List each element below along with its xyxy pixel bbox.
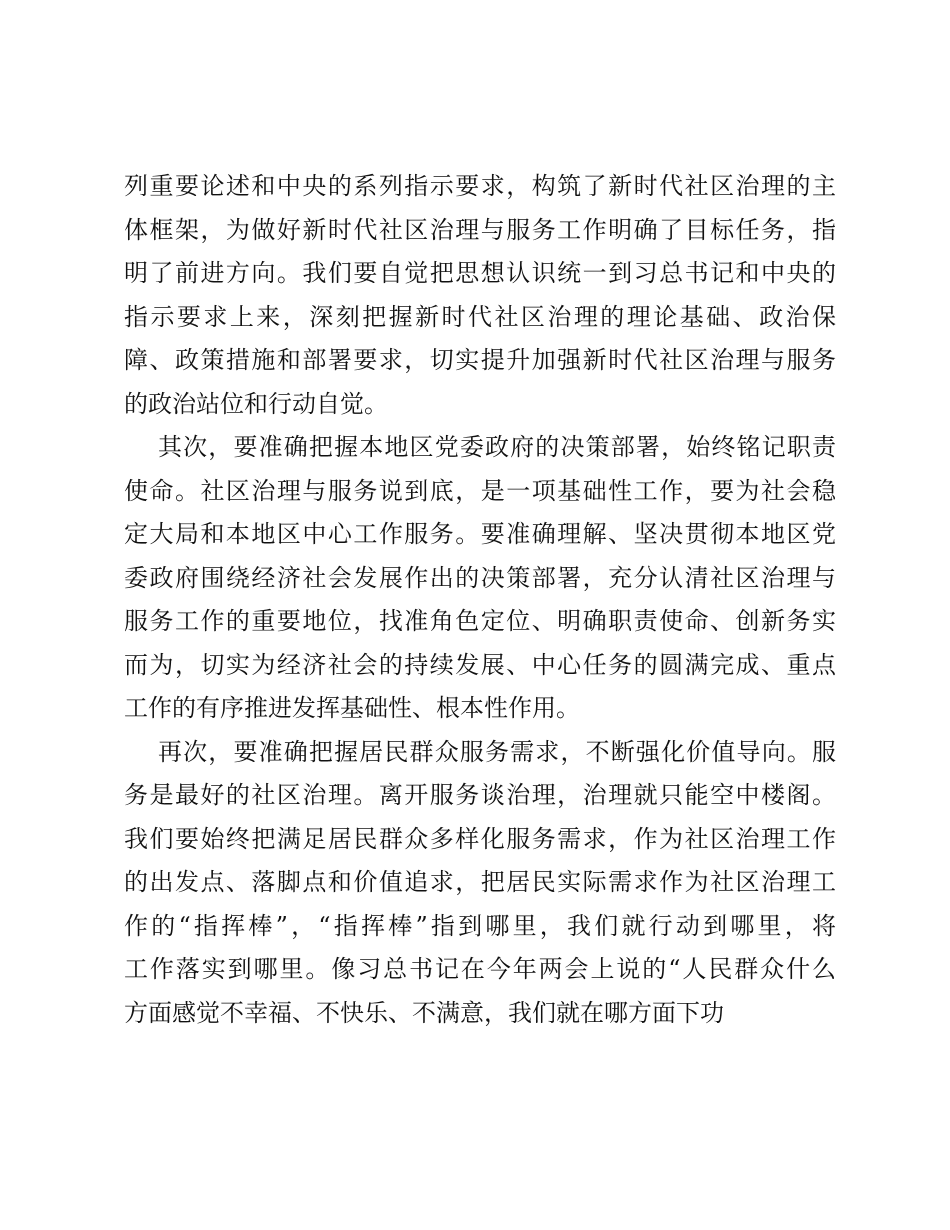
text-line: 委政府围绕经济社会发展作出的决策部署，充分认清社区治理与 xyxy=(124,563,836,592)
text-line: 方面感觉不幸福、不快乐、不满意，我们就在哪方面下功 xyxy=(124,998,724,1027)
text-line: 障、政策措施和部署要求，切实提升加强新时代社区治理与服务 xyxy=(124,346,836,374)
text-line: 使命。社区治理与服务说到底，是一项基础性工作，要为社会稳 xyxy=(124,476,836,505)
text-line: 工作的有序推进发挥基础性、根本性作用。 xyxy=(124,694,580,722)
text-line: 体框架，为做好新时代社区治理与服务工作明确了目标任务，指 xyxy=(124,215,836,244)
text-line: 工作落实到哪里。像习总书记在今年两会上说的“人民群众什么 xyxy=(124,955,836,983)
text-line: 其次，要准确把握本地区党委政府的决策部署，始终铭记职责 xyxy=(158,433,836,461)
text-line: 的政治站位和行动自觉。 xyxy=(124,389,388,418)
text-line: 务是最好的社区治理。离开服务谈治理，治理就只能空中楼阁。 xyxy=(124,781,836,809)
text-line: 列重要论述和中央的系列指示要求，构筑了新时代社区治理的主 xyxy=(124,172,836,200)
body-text xyxy=(124,165,836,1035)
text-line: 明了前进方向。我们要自觉把思想认识统一到习总书记和中央的 xyxy=(124,259,836,287)
text-line: 的出发点、落脚点和价值追求，把居民实际需求作为社区治理工 xyxy=(124,868,836,896)
text-line: 指示要求上来，深刻把握新时代社区治理的理论基础、政治保 xyxy=(124,302,836,331)
text-line: 作的“指挥棒”，“指挥棒”指到哪里，我们就行动到哪里，将 xyxy=(124,911,836,940)
text-line: 而为，切实为经济社会的持续发展、中心任务的圆满完成、重点 xyxy=(124,650,836,679)
text-line: 我们要始终把满足居民群众多样化服务需求，作为社区治理工作 xyxy=(124,824,836,853)
text-line: 定大局和本地区中心工作服务。要准确理解、坚决贯彻本地区党 xyxy=(124,520,836,548)
text-line: 再次，要准确把握居民群众服务需求，不断强化价值导向。服 xyxy=(158,737,836,766)
text-line: 服务工作的重要地位，找准角色定位、明确职责使命、创新务实 xyxy=(124,607,836,635)
